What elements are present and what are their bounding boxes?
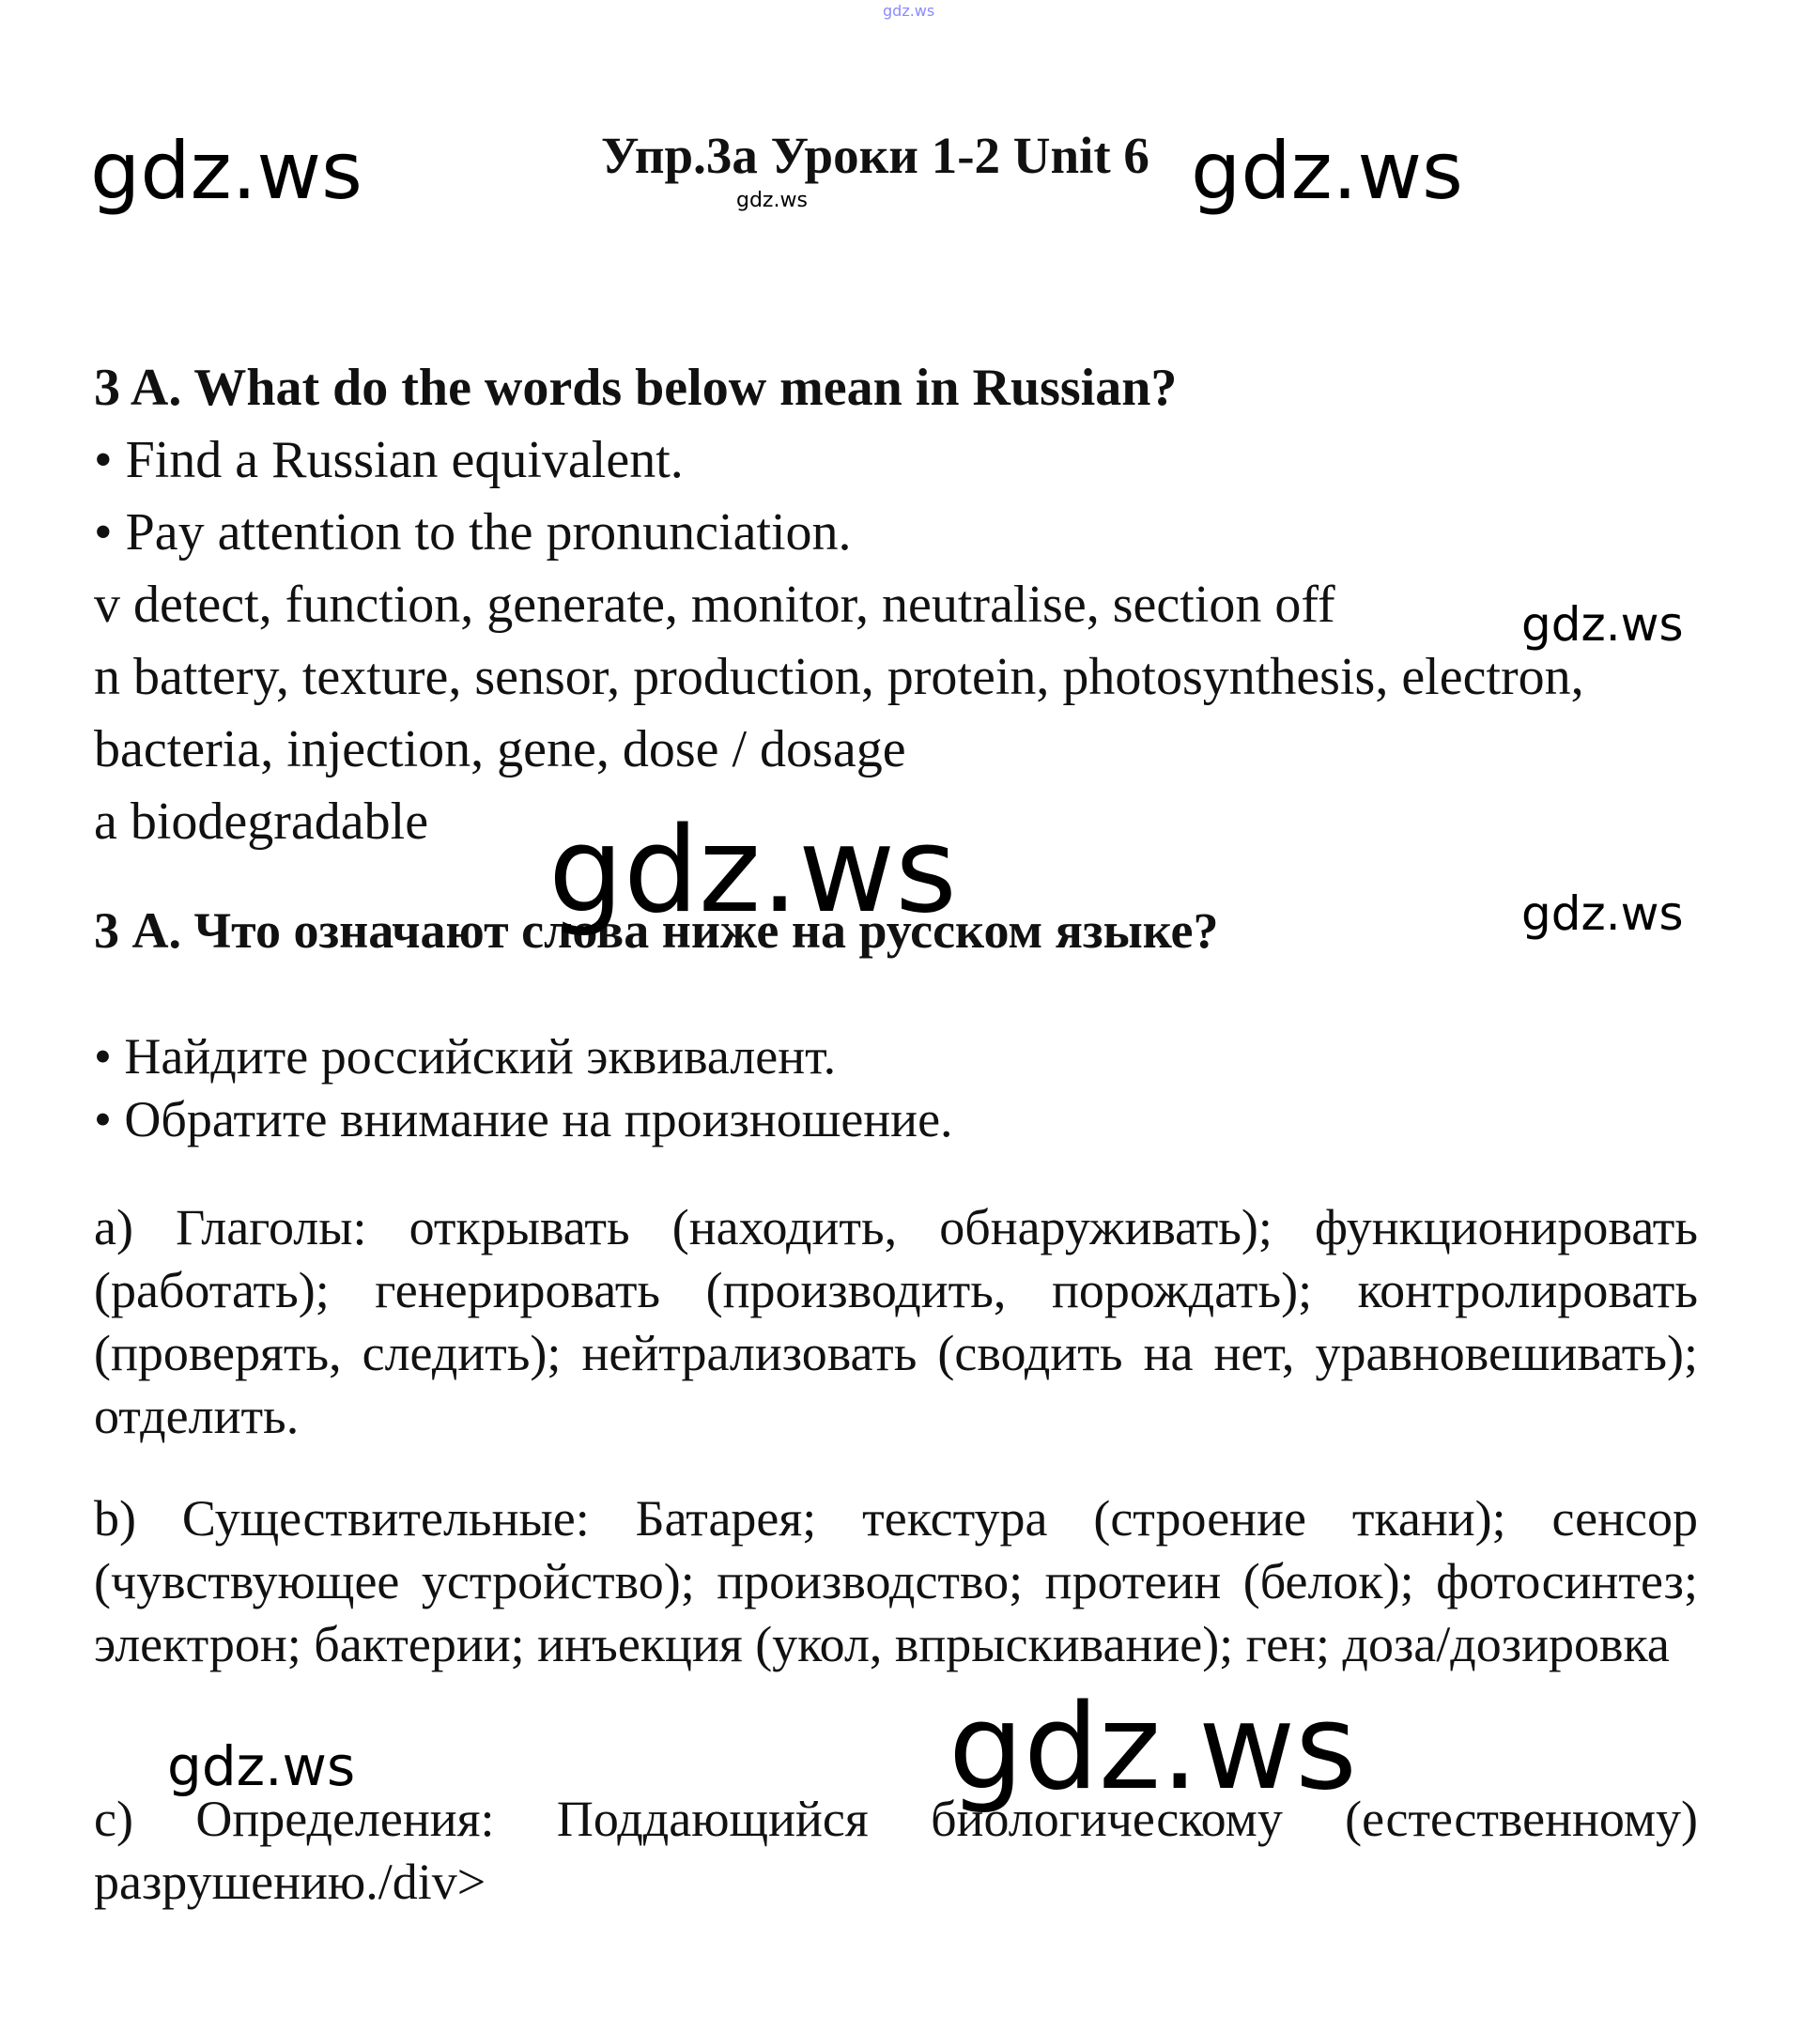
russian-paragraph-c: с) Определения: Поддающийся биологическому (естественному) разрушению./div>: [94, 1791, 1698, 1910]
russian-bullet-2: • Обратите внимание на произношение.: [94, 1091, 953, 1147]
english-bullet-1: • Find a Russian equivalent.: [94, 431, 684, 489]
watermark: gdz.ws: [90, 125, 362, 217]
watermark: gdz.ws: [1521, 886, 1684, 941]
russian-paragraph-b: b) Существительные: Батарея; текстура (строение ткани); сенсор (чувствующее устройство); производство; протеин (белок); фотосинтез; электрон; бактерии; инъекция (укол, впрыскивание); ген; доза/дозировка: [94, 1490, 1698, 1672]
russian-paragraph-a: а) Глаголы: открывать (находить, обнаруживать); функционировать (работать); генерировать (производить, порождать); контролировать (проверять, следить); нейтрализовать (сводить на нет, уравновешивать); отделить.: [94, 1199, 1698, 1444]
watermark: gdz.ws: [949, 1678, 1357, 1816]
russian-bullet-1: • Найдите российский эквивалент.: [94, 1028, 837, 1085]
english-adjectives: a biodegradable: [94, 793, 429, 851]
watermark: gdz.ws: [548, 801, 957, 939]
english-verbs: v detect, function, generate, monitor, neutralise, section off: [94, 576, 1335, 634]
english-bullet-2: • Pay attention to the pronunciation.: [94, 503, 852, 562]
watermark: gdz.ws: [1191, 125, 1463, 217]
english-heading: 3 A. What do the words below mean in Russian?: [94, 359, 1178, 417]
watermark: gdz.ws: [167, 1734, 356, 1798]
watermark: gdz.ws: [1521, 597, 1684, 652]
english-nouns-line-2: bacteria, injection, gene, dose / dosage: [94, 720, 906, 778]
watermark: gdz.ws: [736, 189, 808, 212]
page-title: Упр.3а Уроки 1-2 Unit 6: [601, 127, 1149, 184]
watermark-top: gdz.ws: [883, 2, 935, 20]
russian-heading: 3 А. Что означают слова ниже на русском языке?: [94, 902, 1219, 959]
english-nouns-line-1: n battery, texture, sensor, production, protein, photosynthesis, electron,: [94, 648, 1584, 706]
